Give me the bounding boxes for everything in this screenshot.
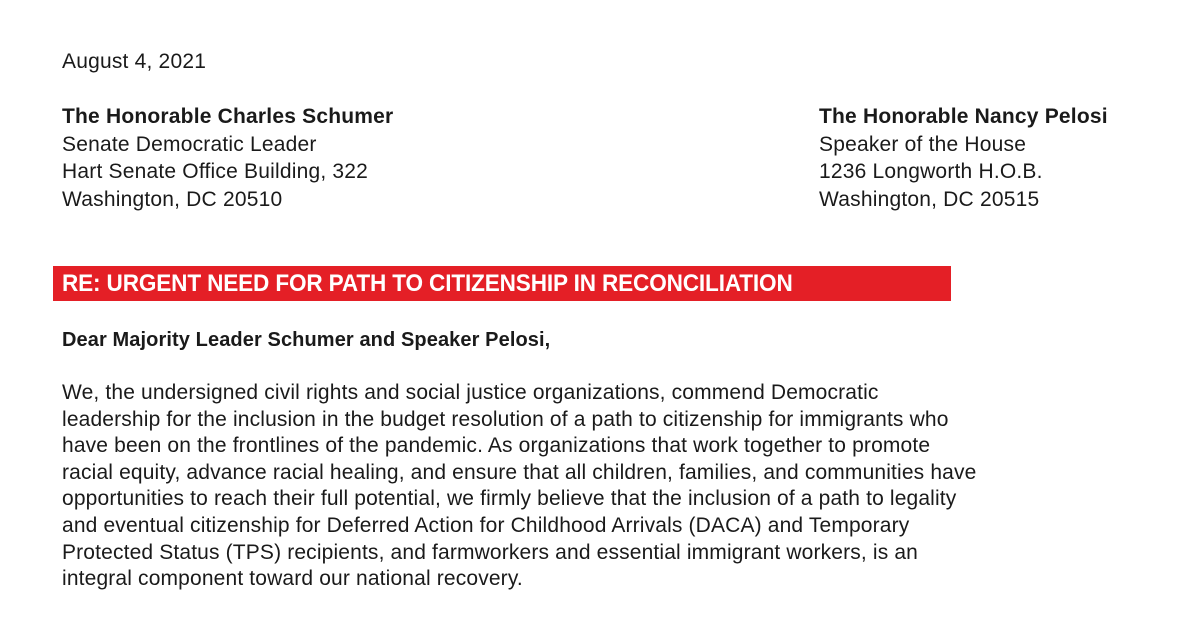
body-line: racial equity, advance racial healing, and ensure that all children, families, and communities have xyxy=(62,460,977,484)
recipient-title: Senate Democratic Leader xyxy=(62,132,317,156)
body-line: and eventual citizenship for Deferred Action for Childhood Arrivals (DACA) and Temporary xyxy=(62,513,910,537)
salutation: Dear Majority Leader Schumer and Speaker Pelosi, xyxy=(62,329,551,351)
body-line: We, the undersigned civil rights and social justice organizations, commend Democratic xyxy=(62,381,879,404)
body-line: leadership for the inclusion in the budget resolution of a path to citizenship for immigrants who xyxy=(62,407,949,431)
recipient-address-schumer xyxy=(62,103,393,213)
recipient-address-line: Hart Senate Office Building, 322 xyxy=(62,160,369,183)
recipient-name: The Honorable Charles Schumer xyxy=(62,105,394,128)
recipient-name: The Honorable Nancy Pelosi xyxy=(819,105,1108,128)
body-line: opportunities to reach their full potential, we firmly believe that the inclusion of a path to legality xyxy=(62,487,957,511)
letter-date: August 4, 2021 xyxy=(62,50,207,73)
recipient-city-line: Washington, DC 20515 xyxy=(819,187,1040,211)
subject-line: RE: URGENT NEED FOR PATH TO CITIZENSHIP IN RECONCILIATION xyxy=(62,270,793,297)
recipient-title: Speaker of the House xyxy=(819,132,1027,156)
subject-banner xyxy=(53,266,951,301)
body-line: have been on the frontlines of the pandemic. As organizations that work together to promote xyxy=(62,434,931,458)
recipient-address-line: 1236 Longworth H.O.B. xyxy=(819,160,1043,183)
letter-body-paragraph xyxy=(62,380,1162,593)
body-line: integral component toward our national recovery. xyxy=(62,567,523,591)
body-line: Protected Status (TPS) recipients, and farmworkers and essential immigrant workers, is an xyxy=(62,540,919,564)
recipient-city-line: Washington, DC 20510 xyxy=(62,187,283,211)
recipient-address-pelosi xyxy=(819,103,1108,213)
